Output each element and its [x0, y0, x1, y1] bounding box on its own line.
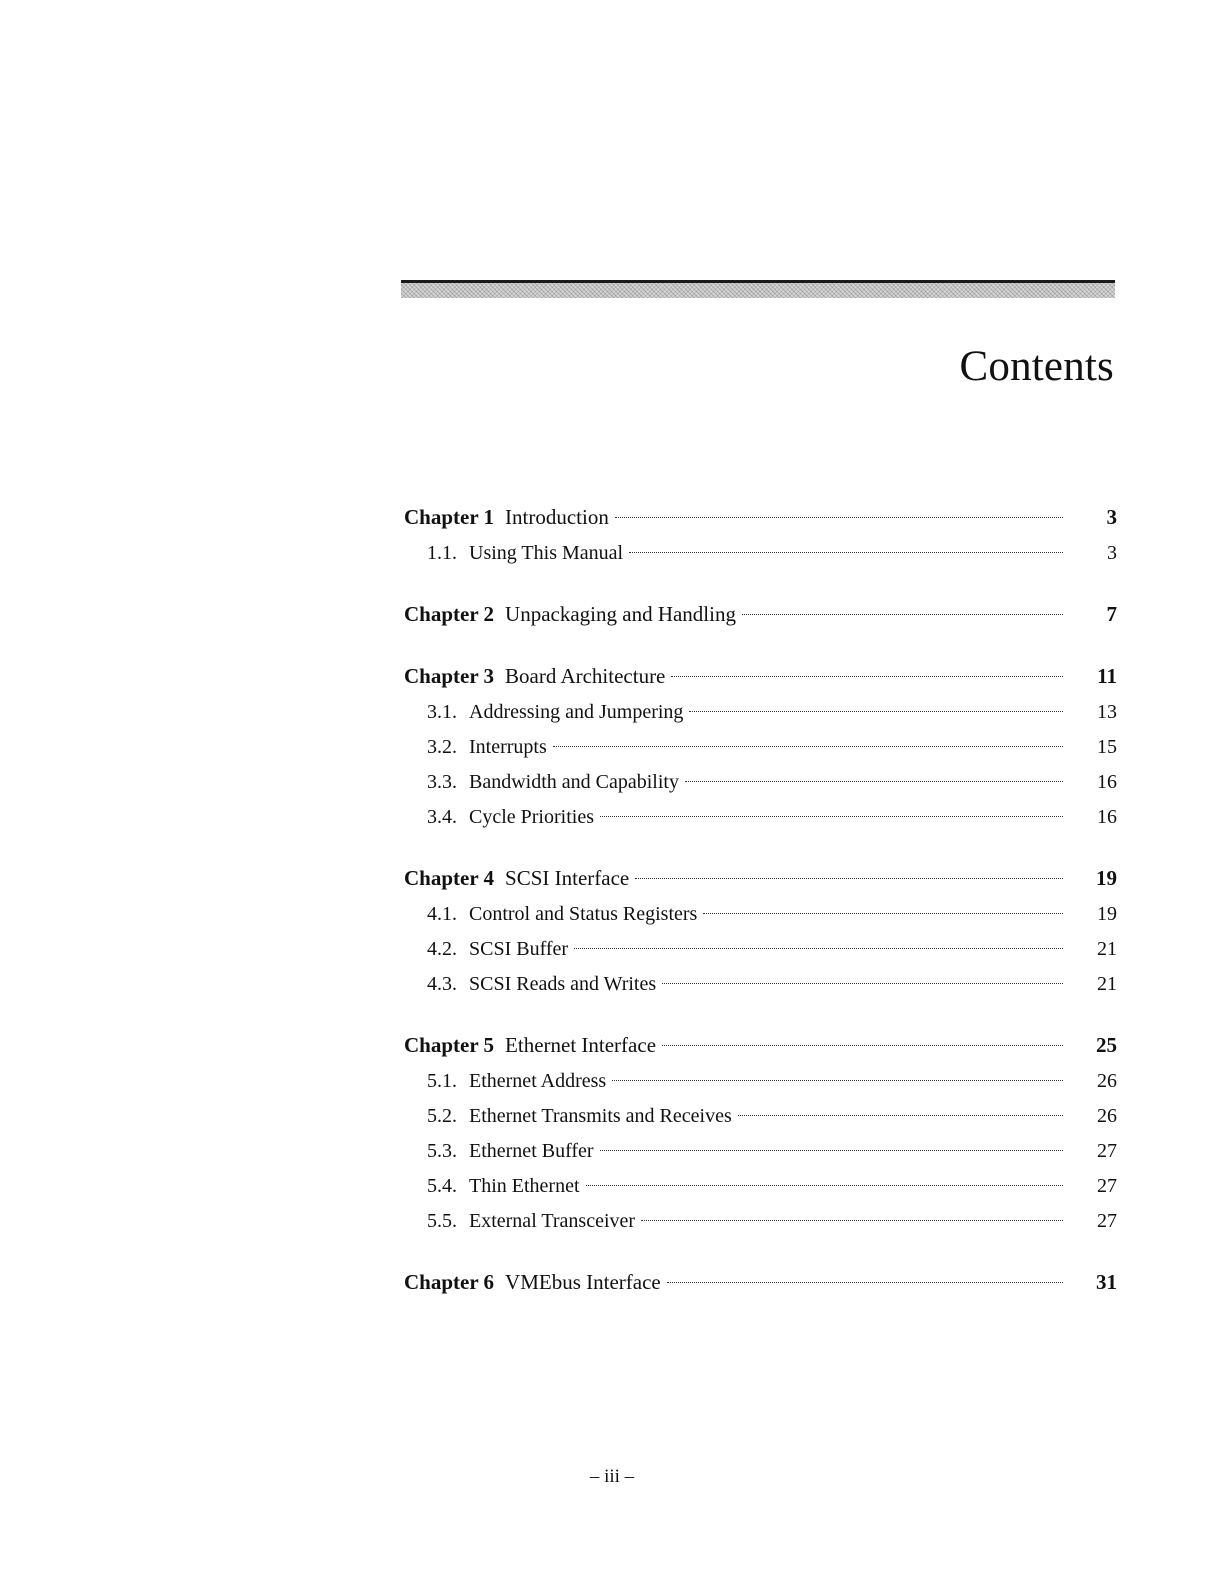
toc-chapter-block [404, 1265, 1117, 1301]
toc-chapter-block [404, 500, 1117, 571]
section-title: Ethernet Buffer [469, 1140, 594, 1162]
chapter-label: Chapter 1 [404, 505, 495, 529]
section-number: 5.2. [427, 1105, 457, 1127]
section-title: Ethernet Transmits and Receives [469, 1105, 732, 1127]
table-of-contents [404, 500, 1117, 1327]
dot-leader [574, 948, 1063, 949]
chapter-title: VMEbus Interface [505, 1270, 661, 1294]
dot-leader [689, 711, 1063, 712]
section-number: 5.5. [427, 1210, 457, 1232]
chapter-label: Chapter 2 [404, 602, 495, 626]
toc-section-entry[interactable] [404, 1204, 1117, 1239]
chapter-page-number: 31 [1096, 1270, 1117, 1294]
chapter-label: Chapter 3 [404, 664, 495, 688]
toc-section-entry[interactable] [404, 932, 1117, 967]
section-number: 3.3. [427, 771, 457, 793]
toc-chapter-entry[interactable] [404, 659, 1117, 695]
dot-leader [629, 552, 1063, 553]
section-title: Bandwidth and Capability [469, 771, 679, 793]
section-number: 5.4. [427, 1175, 457, 1197]
toc-section-entry[interactable] [404, 1134, 1117, 1169]
section-title: SCSI Buffer [469, 938, 569, 960]
section-number: 4.1. [427, 903, 457, 925]
toc-chapter-block [404, 659, 1117, 835]
chapter-page-number: 11 [1097, 664, 1117, 688]
toc-section-entry[interactable] [404, 536, 1117, 571]
dot-leader [635, 878, 1063, 879]
toc-chapter-block [404, 861, 1117, 1002]
chapter-label: Chapter 6 [404, 1270, 495, 1294]
toc-chapter-block [404, 1028, 1117, 1239]
section-title: Interrupts [469, 736, 547, 758]
dot-leader [703, 913, 1063, 914]
section-number: 4.2. [427, 938, 457, 960]
chapter-page-number: 19 [1096, 866, 1117, 890]
toc-section-entry[interactable] [404, 1099, 1117, 1134]
dot-leader [553, 746, 1063, 747]
toc-section-entry[interactable] [404, 800, 1117, 835]
chapter-title: Board Architecture [505, 664, 666, 688]
toc-chapter-entry[interactable] [404, 861, 1117, 897]
page-folio: – iii – [589, 1466, 635, 1487]
toc-section-entry[interactable] [404, 695, 1117, 730]
section-page-number: 21 [1097, 973, 1117, 995]
dot-leader [612, 1080, 1063, 1081]
title-rule-bar [401, 280, 1115, 298]
section-page-number: 15 [1097, 736, 1117, 758]
chapter-page-number: 3 [1106, 505, 1117, 529]
dot-leader [600, 1150, 1063, 1151]
section-page-number: 13 [1097, 701, 1117, 723]
section-number: 3.4. [427, 806, 457, 828]
section-title: Cycle Priorities [469, 806, 594, 828]
toc-section-entry[interactable] [404, 730, 1117, 765]
section-page-number: 26 [1097, 1070, 1117, 1092]
dot-leader [586, 1185, 1063, 1186]
chapter-title: SCSI Interface [505, 866, 630, 890]
section-page-number: 16 [1097, 771, 1117, 793]
section-title: SCSI Reads and Writes [469, 973, 657, 995]
toc-chapter-block [404, 597, 1117, 633]
dot-leader [615, 517, 1063, 518]
dot-leader [685, 781, 1063, 782]
dot-leader [667, 1282, 1063, 1283]
section-title: Using This Manual [469, 542, 624, 564]
dot-leader [662, 1045, 1063, 1046]
section-title: Thin Ethernet [469, 1175, 580, 1197]
chapter-title: Introduction [505, 505, 609, 529]
toc-chapter-entry[interactable] [404, 597, 1117, 633]
dot-leader [641, 1220, 1063, 1221]
section-title: Control and Status Registers [469, 903, 698, 925]
dot-leader [600, 816, 1063, 817]
dot-leader [742, 614, 1063, 615]
toc-section-entry[interactable] [404, 967, 1117, 1002]
section-page-number: 27 [1097, 1140, 1117, 1162]
chapter-page-number: 7 [1106, 602, 1117, 626]
section-number: 4.3. [427, 973, 457, 995]
section-page-number: 3 [1107, 542, 1117, 564]
toc-section-entry[interactable] [404, 897, 1117, 932]
section-page-number: 26 [1097, 1105, 1117, 1127]
section-number: 1.1. [427, 542, 457, 564]
toc-chapter-entry[interactable] [404, 500, 1117, 536]
section-number: 3.2. [427, 736, 457, 758]
section-title: Addressing and Jumpering [469, 701, 684, 723]
section-page-number: 19 [1097, 903, 1117, 925]
page-title: Contents [959, 343, 1114, 390]
section-page-number: 27 [1097, 1175, 1117, 1197]
dot-leader [738, 1115, 1063, 1116]
section-number: 5.3. [427, 1140, 457, 1162]
section-title: Ethernet Address [469, 1070, 607, 1092]
chapter-title: Ethernet Interface [505, 1033, 657, 1057]
dot-leader [662, 983, 1063, 984]
chapter-title: Unpackaging and Handling [505, 602, 736, 626]
chapter-page-number: 25 [1096, 1033, 1117, 1057]
dot-leader [671, 676, 1063, 677]
toc-chapter-entry[interactable] [404, 1028, 1117, 1064]
section-number: 3.1. [427, 701, 457, 723]
section-page-number: 27 [1097, 1210, 1117, 1232]
toc-chapter-entry[interactable] [404, 1265, 1117, 1301]
chapter-label: Chapter 5 [404, 1033, 495, 1057]
section-number: 5.1. [427, 1070, 457, 1092]
section-page-number: 21 [1097, 938, 1117, 960]
toc-section-entry[interactable] [404, 1169, 1117, 1204]
section-title: External Transceiver [469, 1210, 636, 1232]
chapter-label: Chapter 4 [404, 866, 495, 890]
toc-section-entry[interactable] [404, 765, 1117, 800]
toc-section-entry[interactable] [404, 1064, 1117, 1099]
section-page-number: 16 [1097, 806, 1117, 828]
